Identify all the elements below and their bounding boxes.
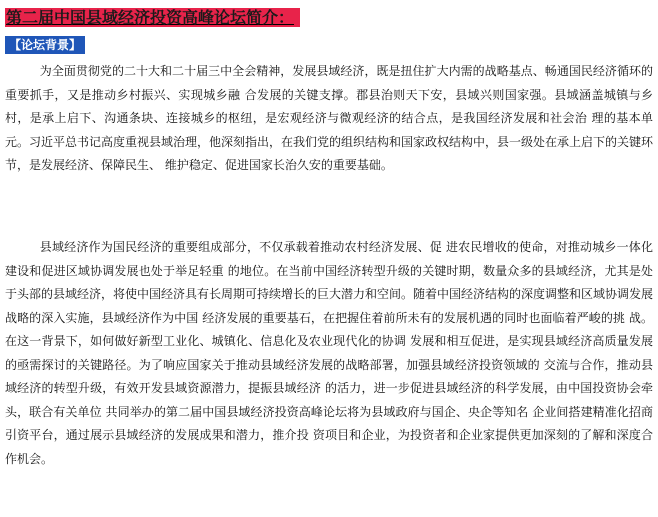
section-label-forum-background: 【论坛背景】 xyxy=(5,36,85,54)
page-title: 第二届中国县域经济投资高峰论坛简介： xyxy=(5,8,300,27)
body-paragraph-1: 为全面贯彻党的二十大和二十届三中全会精神，发展县域经济，既是扭住扩大内需的战略基点、畅通国民经济循环的重要抓手，又是推动乡村振兴、实现城乡融 合发展的关键支撑。郡县治则天下安，县域兴则国家强。县域涵盖城镇与乡村，是承上启下、沟通条块、连接城乡的枢纽，是宏观经济与微观经济的结合点，是我国经济发展和社会治 理的基本单元。习近平总书记高度重视县域治理，他深刻指出，在我们党的组织结构和国家政权结构中，县一级处在承上启下的关键环节，是发展经济、保障民生、 维护稳定、促进国家长治久安的重要基础。 xyxy=(5,64,654,172)
body-paragraph-2: 县域经济作为国民经济的重要组成部分，不仅承载着推动农村经济发展、促 进农民增收的使命，对推动城乡一体化建设和促进区域协调发展也处于举足轻重 的地位。在当前中国经济转型升级的关键时期，数量众多的县域经济，尤其是处 于头部的县域经济，将使中国经济具有长周期可持续增长的巨大潜力和空间。随着中国经济结构的深度调整和区域协调发展战略的深入实施，县域经济作为中国 经济发展的重要基石，在把握住着前所未有的发展机遇的同时也面临着严峻的挑 战。在这一背景下，如何做好新型工业化、城镇化、信息化及农业现代化的协调 发展和相互促进，是实现县域经济高质量发展的亟需探讨的关键路径。为了响应国家关于推动县域经济发展的战略部署，加强县域经济投资领域的 交流与合作，推动县域经济的转型升级，有效开发县域资源潜力，提振县域经济 的活力，进一步促进县域经济的科学发展，由中国投资协会牵头，联合有关单位 共同举办的第二届中国县域经济投资高峰论坛将为县域政府与国企、央企等知名 企业间搭建精准化招商引资平台，通过展示县域经济的发展成果和潜力，推介投 资项目和企业，为投资者和企业家提供更加深刻的了解和深度合作机会。 xyxy=(5,240,654,466)
